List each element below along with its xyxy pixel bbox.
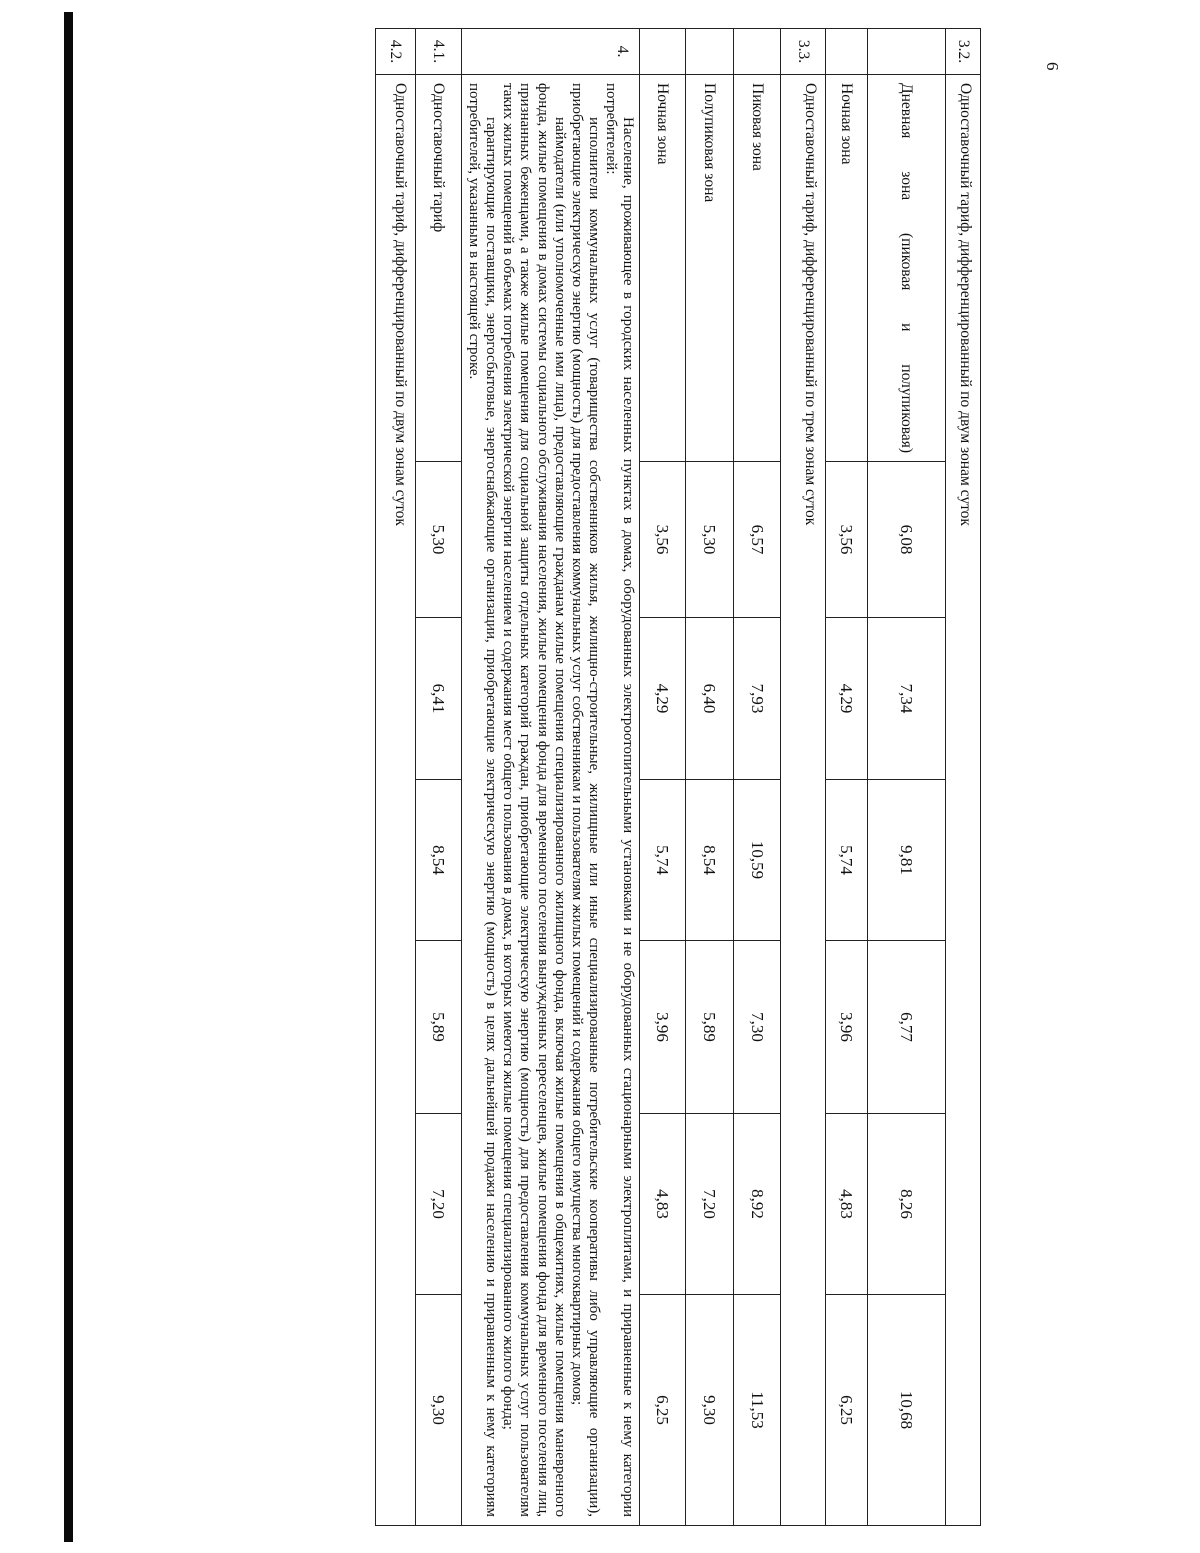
row-index: 3.2.: [946, 29, 981, 75]
tariff-table: [375, 28, 981, 1526]
value-cell: 7,20: [416, 1114, 462, 1295]
value-cell: 7,93: [734, 618, 781, 780]
value-cell: 7,20: [686, 1114, 734, 1295]
row-index: 3.3.: [781, 29, 826, 75]
value-cell: 6,08: [868, 462, 946, 618]
row-index-empty: [826, 29, 868, 75]
value-cell: 5,30: [416, 462, 462, 618]
value-cell: 6,57: [734, 462, 781, 618]
value-cell: 5,74: [640, 780, 686, 941]
value-cell: 7,30: [734, 941, 781, 1114]
value-cell: 8,26: [868, 1114, 946, 1295]
value-cell: 5,30: [686, 462, 734, 618]
table-row: [868, 29, 946, 1526]
paragraph: Население, проживающее в городских населенных пунктах в домах, оборудованных электроотопительными установками и не оборудованных стационарными электроплитами, и приравненные к нему категории потребителей:: [602, 83, 636, 1518]
row-label: Одноставочный тариф: [416, 75, 462, 462]
value-cell: 6,25: [826, 1295, 868, 1526]
value-cell: 9,30: [686, 1295, 734, 1526]
row-label: Ночная зона: [826, 75, 868, 462]
value-cell: 8,92: [734, 1114, 781, 1295]
value-cell: 3,96: [826, 941, 868, 1114]
row-index: 4.: [462, 29, 640, 75]
value-cell: 4,83: [640, 1114, 686, 1295]
value-cell: 6,25: [640, 1295, 686, 1526]
value-cell: 11,53: [734, 1295, 781, 1526]
value-cell: 6,77: [868, 941, 946, 1114]
value-cell: 10,59: [734, 780, 781, 941]
page-number: 6: [1043, 62, 1062, 71]
paragraph: гарантирующие поставщики, энергосбытовые, энергоснабжающие организации, приобретающие электрическую энергию (мощность) в целях дальнейшей продажи населению и приравненным к нему категориям потребителей, указанным в настоящей строке.: [466, 83, 500, 1518]
table-row-3-3: [781, 29, 826, 1526]
value-cell: 7,34: [868, 618, 946, 780]
value-cell: 5,89: [416, 941, 462, 1114]
section-title: Одноставочный тариф, дифференцированный по трем зонам суток: [781, 75, 826, 1526]
section-title: Одноставочный тариф, дифференцированный по двум зонам суток: [376, 75, 416, 1526]
value-cell: 5,74: [826, 780, 868, 941]
value-cell: 10,68: [868, 1295, 946, 1526]
value-cell: 5,89: [686, 941, 734, 1114]
category-description: [462, 75, 640, 1526]
table-row: [826, 29, 868, 1526]
table-row-3-2: [946, 29, 981, 1526]
value-cell: 9,30: [416, 1295, 462, 1526]
value-cell: 4,29: [640, 618, 686, 780]
table-row: [686, 29, 734, 1526]
row-index-empty: [640, 29, 686, 75]
value-cell: 4,29: [826, 618, 868, 780]
paragraph: исполнители коммунальных услуг (товарищества собственников жилья, жилищно-строительные, жилищные или иные специализированные потребительские кооперативы либо управляющие организации), приобретающие электрическую энергию (мощность) для предоставления коммунальных услуг собственникам и пользователям жилых помещений и содержания общего имущества многоквартирных домов;: [568, 83, 602, 1518]
value-cell: 6,41: [416, 618, 462, 780]
tariff-table-rotated: [151, 28, 981, 1525]
row-index-empty: [868, 29, 946, 75]
row-label: Пиковая зона: [734, 75, 781, 462]
value-cell: 3,56: [826, 462, 868, 618]
row-index: 4.1.: [416, 29, 462, 75]
table-row-4: [462, 29, 640, 1526]
row-index: 4.2.: [376, 29, 416, 75]
scan-edge-bar: [64, 12, 73, 1542]
value-cell: 6,40: [686, 618, 734, 780]
row-index-empty: [734, 29, 781, 75]
paragraph: наймодатели (или уполномоченные ими лица), предоставляющие гражданам жилые помещения специализированного жилищного фонда, включая жилые помещения в общежитиях, жилые помещения маневренного фонда, жилые помещения в домах системы социального обслуживания населения, жилые помещения фонда для временного поселения вынужденных переселенцев, жилые помещения фонда для временного поселения лиц, признанных беженцами, а также жилые помещения для социальной защиты отдельных категорий граждан, приобретающие электрическую энергию (мощность) для предоставления коммунальных услуг пользователям таких жилых помещений в объемах потребления электрической энергии населением и содержания мест общего пользования в домах, в которых имеются жилые помещения специализированного жилого фонда;: [500, 83, 568, 1518]
value-cell: 9,81: [868, 780, 946, 941]
value-cell: 4,83: [826, 1114, 868, 1295]
value-cell: 3,96: [640, 941, 686, 1114]
row-index-empty: [686, 29, 734, 75]
table-row: [640, 29, 686, 1526]
table-row-4-2: [376, 29, 416, 1526]
value-cell: 8,54: [686, 780, 734, 941]
row-label: Ночная зона: [640, 75, 686, 462]
row-label: Полупиковая зона: [686, 75, 734, 462]
value-cell: 3,56: [640, 462, 686, 618]
section-title: Одноставочный тариф, дифференцированный по двум зонам суток: [946, 75, 981, 1526]
row-label: Дневная зона (пиковая и полупиковая): [868, 75, 946, 462]
table-row-4-1: [416, 29, 462, 1526]
value-cell: 8,54: [416, 780, 462, 941]
table-row: [734, 29, 781, 1526]
